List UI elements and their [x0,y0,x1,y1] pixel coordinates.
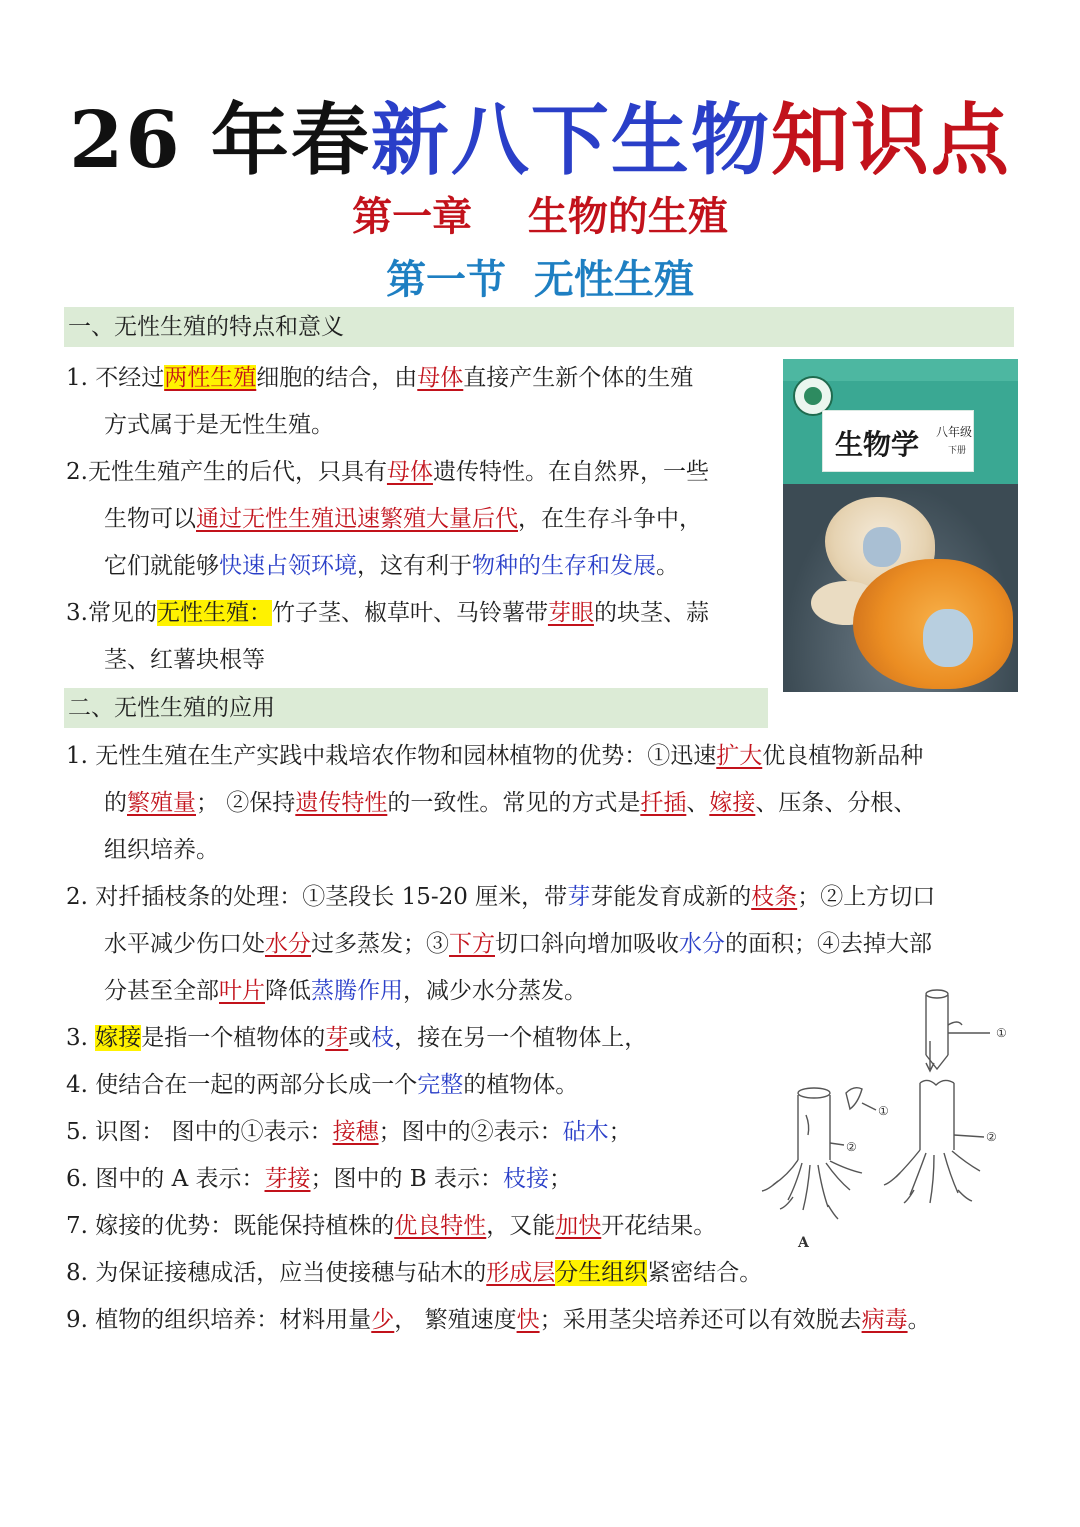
figure-label-a: A [798,1235,809,1251]
blue-term: 蒸腾作用 [311,978,403,1004]
blue-term: 物种的生存和发展 [472,553,656,579]
cover-grade: 八年级 [936,425,973,439]
answer: 繁殖量 [127,790,196,816]
p1-line2: 方式属于是无性生殖。 [104,412,334,438]
p1-line1: 1. 不经过两性生殖细胞的结合，由母体直接产生新个体的生殖 [66,365,694,391]
answer: 嫁接 [709,790,756,816]
title-subject: 新八下生物 [370,95,771,186]
answer: 芽 [325,1025,349,1051]
answer: 母体 [386,459,433,485]
publisher-logo [793,376,833,416]
figure-label-1: ① [878,1104,889,1118]
q2-line3: 分甚至全部叶片降低蒸腾作用，减少水分蒸发。 [104,978,587,1004]
blue-term: 快速占领环境 [219,553,357,579]
q8-line: 8. 为保证接穗成活，应当使接穗与砧木的形成层分生组织紧密结合。 [66,1260,763,1286]
blue-term: 枝接 [503,1166,550,1192]
keyword-highlight: 分生组织 [555,1260,648,1286]
part1-heading: 一、无性生殖的特点和意义 [64,307,1014,347]
figure-label-2: ② [986,1130,997,1144]
keyword-highlight: 无性生殖： [156,600,272,626]
q2-line1: 2. 对扦插枝条的处理：①茎段长 15-20 厘米，带芽芽能发育成新的枝条；②上方切口 [66,884,936,910]
answer: 快 [516,1307,540,1333]
answer: 病毒 [861,1307,908,1333]
blue-term: 水分 [679,931,725,957]
part2-heading: 二、无性生殖的应用 [64,688,768,728]
p3-line1: 3.常见的无性生殖：竹子茎、椒草叶、马铃薯带芽眼的块茎、蒜 [66,600,709,626]
cover-label [823,411,973,471]
grafting-diagram [758,985,1018,1255]
keyword-highlight: 嫁接 [95,1025,142,1051]
p2-line1: 2.无性生殖产生的后代，只具有母体遗传特性。在自然界，一些 [66,459,709,485]
answer: 遗传特性 [295,790,388,816]
q1-line3: 组织培养。 [104,837,219,863]
q4-line: 4. 使结合在一起的两部分长成一个完整的植物体。 [66,1072,579,1098]
q3-line: 3. 嫁接是指一个植物体的芽或枝，接在另一个植物体上， [66,1025,648,1051]
answer: 通过无性生殖迅速繁殖大量后代 [196,506,518,532]
keyword-highlight: 两性生殖 [164,365,257,391]
blue-term: 芽 [567,884,591,910]
answer: 形成层 [486,1260,556,1286]
blue-term: 完整 [417,1072,464,1098]
answer: 芽眼 [547,600,594,626]
answer: 扩大 [716,743,763,769]
q1-line1: 1. 无性生殖在生产实践中栽培农作物和园林植物的优势：①迅速扩大优良植物新品种 [66,743,924,769]
title-year: 26 年春 [69,95,371,186]
p2-line3: 它们就能够快速占领环境，这有利于物种的生存和发展。 [104,553,679,579]
chapter-heading: 第一章 生物的生殖 [352,193,728,240]
figure-label-1: ① [996,1026,1007,1040]
cover-volume: 下册 [948,446,967,456]
page-title [0,78,1080,190]
answer: 母体 [417,365,464,391]
answer: 水分 [265,931,311,957]
q2-line2: 水平减少伤口处水分过多蒸发；③下方切口斜向增加吸收水分的面积；④去掉大部 [104,931,932,957]
section-heading: 第一节 无性生殖 [386,256,694,303]
blue-term: 砧木 [562,1119,609,1145]
answer: 叶片 [219,978,265,1004]
blue-term: 枝 [371,1025,395,1051]
answer: 枝条 [751,884,798,910]
answer: 少 [371,1307,395,1333]
p2-line2: 生物可以通过无性生殖迅速繁殖大量后代，在生存斗争中， [104,506,702,532]
cover-title: 生物学 [835,428,920,461]
answer: 下方 [449,931,495,957]
answer: 扦插 [640,790,687,816]
title-knowledge: 知识点 [770,95,1011,186]
answer: 芽接 [264,1166,311,1192]
q5-line: 5. 识图： 图中的①表示：接穗；图中的②表示：砧木； [66,1119,632,1145]
q1-line2: 的繁殖量； ②保持遗传特性的一致性。常见的方式是扦插、嫁接、压条、分根、 [104,790,917,816]
answer: 接穗 [332,1119,379,1145]
p3-line2: 茎、红薯块根等 [104,647,265,673]
answer: 优良特性 [394,1213,487,1239]
answer: 加快 [555,1213,602,1239]
textbook-cover-image [783,359,1018,692]
q6-line: 6. 图中的 A 表示：芽接；图中的 B 表示：枝接； [66,1166,573,1192]
q7-line: 7. 嫁接的优势：既能保持植株的优良特性，又能加快开花结果。 [66,1213,717,1239]
figure-label-2: ② [846,1140,857,1154]
q9-line: 9. 植物的组织培养：材料用量少， 繁殖速度快；采用茎尖培养还可以有效脱去病毒。 [66,1307,931,1333]
